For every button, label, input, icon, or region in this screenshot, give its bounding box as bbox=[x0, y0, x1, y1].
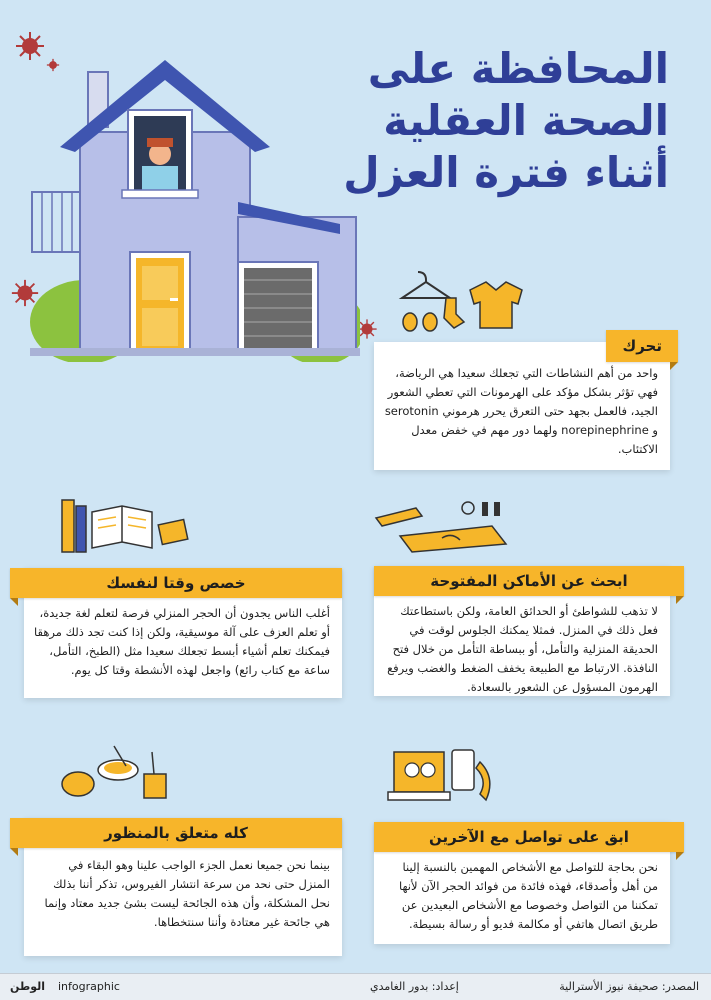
card-move-body: واحد من أهم النشاطات التي تجعلك سعيدا هي الرياضة، فهي تؤثر بشكل مؤكد على الهرمونات التي تعطي الشعور الجيد، فالعمل بجهد حتى التعرق يحرر هرموني serotonin و norepinephrine ولهما دور مهم في خفض معدل الاكتئاب. bbox=[384, 366, 658, 456]
yoga-mat-icon bbox=[372, 494, 512, 554]
card-open-places-body: لا تذهب للشواطئ أو الحدائق العامة، ولكن باستطاعتك فعل ذلك في المنزل. فمثلا يمكنك الجلوس لوقت في الحديقة المنزلية والتأمل، أو ببساطة التأمل من خلال فتح النافذة. الارتباط مع الطبيعة يخفف الضغط والغضب ويرفع الهرمون المسؤول عن الشعور بالسعادة. bbox=[387, 604, 658, 694]
card-stay-connected-body: نحن بحاجة للتواصل مع الأشخاص المهمين بالنسبة إلينا من أهل وأصدقاء، فهذه فائدة من فوائد الحجر الآن لأنها تمكننا من التواصل وخصوصا مع الأشخاص البعيدين عن طريق اتصال هاتفي أو مكالمة فديو أو رسالة بسيطة. bbox=[398, 860, 658, 931]
cooking-icon bbox=[56, 744, 176, 804]
footer bbox=[0, 973, 711, 1000]
card-open-places-heading: ابحث عن الأماكن المفتوحة bbox=[374, 566, 684, 596]
clothes-icon bbox=[398, 268, 528, 332]
video-call-icon bbox=[386, 742, 502, 814]
card-open-places bbox=[374, 566, 670, 696]
card-move-heading: تحرك bbox=[606, 330, 678, 362]
logo-latin: infographic bbox=[58, 980, 120, 993]
books-icon bbox=[56, 492, 190, 556]
title-line-2: الصحة العقلية bbox=[383, 96, 669, 145]
card-move bbox=[374, 337, 670, 470]
card-stay-connected-heading: ابق على تواصل مع الآخرين bbox=[374, 822, 684, 852]
card-perspective-heading: كله متعلق بالمنظور bbox=[10, 818, 342, 848]
card-time-for-self-heading: خصص وقتا لنفسك bbox=[10, 568, 342, 598]
footer-prepared-by: إعداد: بدور الغامدي bbox=[370, 980, 459, 993]
title-line-3: أثناء فترة العزل bbox=[343, 148, 669, 197]
title-line-1: المحافظة على bbox=[367, 44, 669, 93]
card-perspective-body: بينما نحن جميعا نعمل الجزء الواجب علينا وهو البقاء في المنزل حتى نحد من سرعة انتشار الفيروس، تذكر أننا بذلك نحل المشكلة، وأن هذه الجائحة ليست بشئ جديد معتاد وإنما هي جائحة غير معتادة وأننا سنتخطاها. bbox=[44, 858, 330, 929]
card-perspective bbox=[24, 818, 342, 956]
card-time-for-self bbox=[24, 568, 342, 698]
house-illustration bbox=[30, 52, 360, 362]
card-stay-connected bbox=[374, 822, 670, 944]
card-time-for-self-body: أغلب الناس يجدون أن الحجر المنزلي فرصة لتعلم لغة جديدة، أو تعلم العزف على آلة موسيقية، ولكن إذا كنت تجد ذلك مرهقا فيمكنك تعلم أشياء أبسط تجعلك سعيدا مثل (الطبخ، التأمل، ساعة مع كتاب رائع) واجعل لهذه الأنشطة وقتا كل يوم. bbox=[34, 606, 330, 677]
footer-source: المصدر: صحيفة نيوز الأسترالية bbox=[559, 980, 699, 993]
logo-arabic: الوطن bbox=[10, 980, 46, 993]
